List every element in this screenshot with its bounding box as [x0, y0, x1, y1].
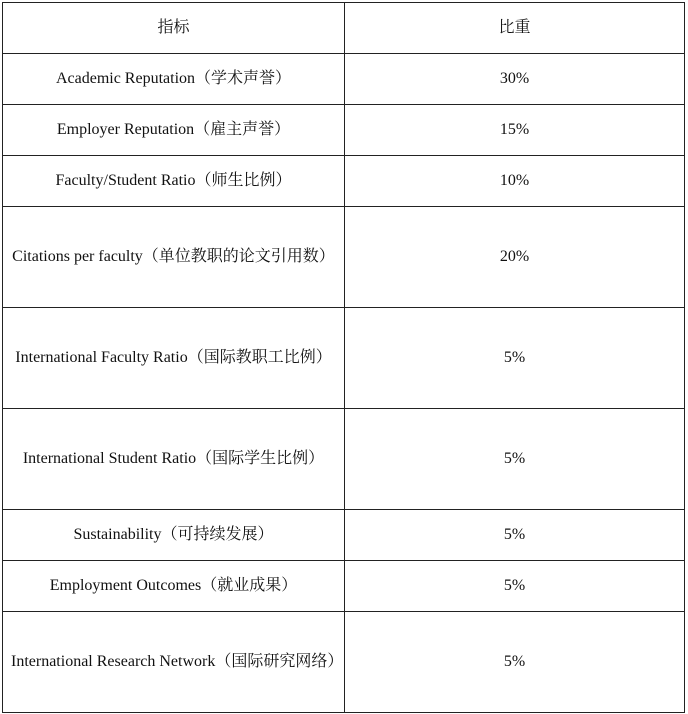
table-row: [3, 207, 685, 308]
table-row: [3, 409, 685, 510]
table-row: [3, 612, 685, 713]
metric-cell: Employment Outcomes（就业成果）: [3, 561, 345, 612]
weight-cell: 5%: [345, 561, 685, 612]
header-weight: 比重: [345, 3, 685, 54]
table-row: [3, 105, 685, 156]
metric-cell: International Student Ratio（国际学生比例）: [3, 409, 345, 510]
ranking-weights-table: [2, 2, 685, 713]
table-row: [3, 156, 685, 207]
table-row: [3, 54, 685, 105]
table-row: [3, 510, 685, 561]
metric-cell: Academic Reputation（学术声誉）: [3, 54, 345, 105]
metric-cell: Employer Reputation（雇主声誉）: [3, 105, 345, 156]
header-metric: 指标: [3, 3, 345, 54]
weight-cell: 5%: [345, 409, 685, 510]
metric-cell: International Research Network（国际研究网络）: [3, 612, 345, 713]
metric-cell: International Faculty Ratio（国际教职工比例）: [3, 308, 345, 409]
weight-cell: 30%: [345, 54, 685, 105]
table-header: [3, 3, 685, 54]
table-body: [3, 54, 685, 713]
weight-cell: 20%: [345, 207, 685, 308]
weight-cell: 10%: [345, 156, 685, 207]
metric-cell: Citations per faculty（单位教职的论文引用数）: [3, 207, 345, 308]
weight-cell: 5%: [345, 612, 685, 713]
weight-cell: 5%: [345, 308, 685, 409]
metric-cell: Faculty/Student Ratio（师生比例）: [3, 156, 345, 207]
weight-cell: 15%: [345, 105, 685, 156]
metric-cell: Sustainability（可持续发展）: [3, 510, 345, 561]
header-row: [3, 3, 685, 54]
table-row: [3, 561, 685, 612]
table-row: [3, 308, 685, 409]
weight-cell: 5%: [345, 510, 685, 561]
